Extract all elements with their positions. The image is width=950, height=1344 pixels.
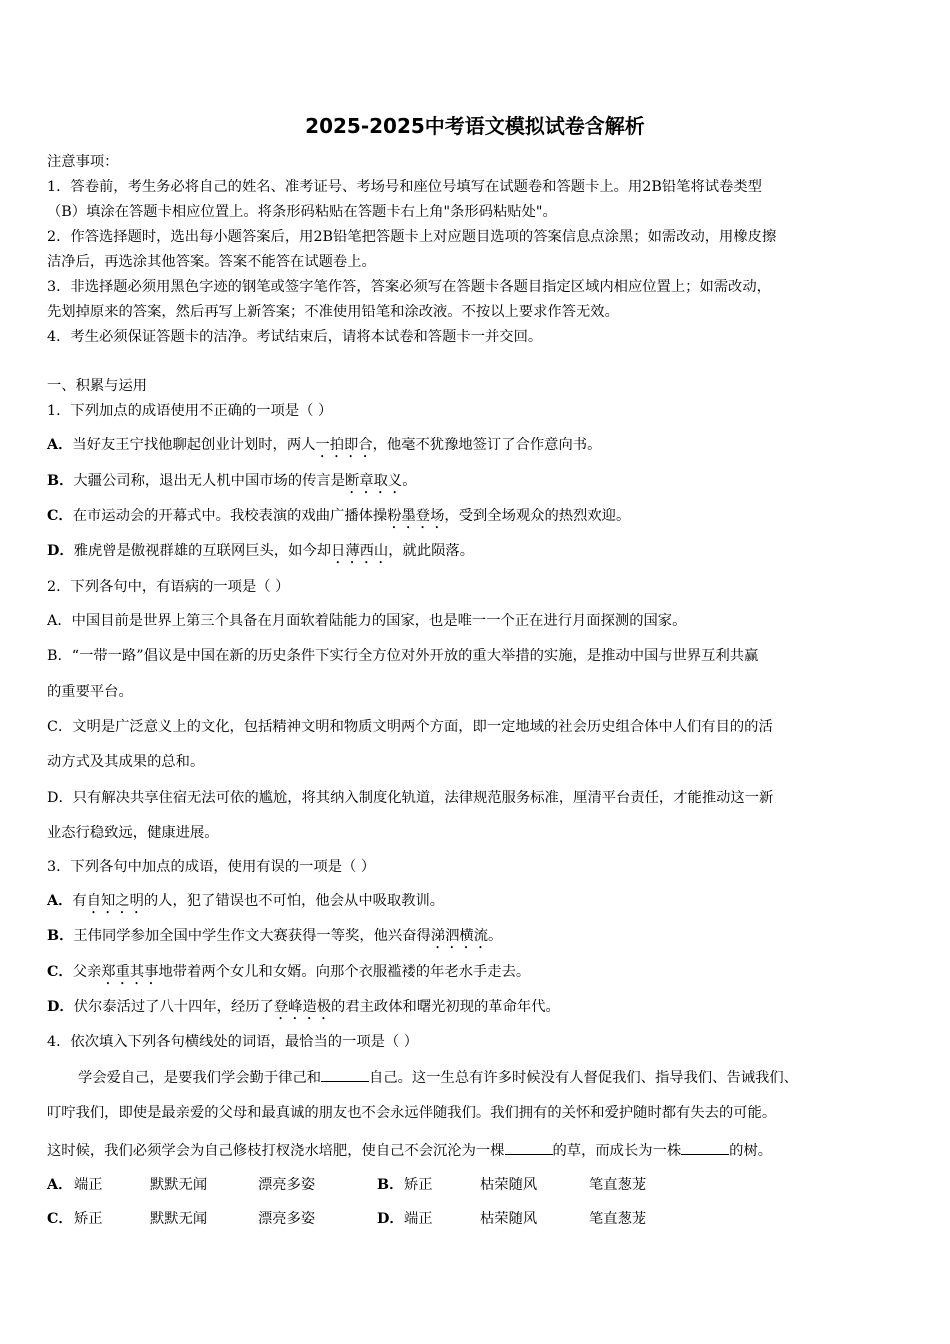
question-2-option-d: D．只有解决共享住宿无法可依的尴尬，将其纳入制度化轨道，法律规范服务标准，厘清平台责任，才能推动这一新 bbox=[47, 790, 774, 806]
notice-line: 1．答卷前，考生务必将自己的姓名、准考证号、考场号和座位号填写在试题卷和答题卡上。用2B铅笔将试卷类型 bbox=[47, 179, 762, 195]
option-label: D． bbox=[47, 543, 74, 559]
notice-heading: 注意事项： bbox=[47, 154, 119, 170]
question-2-stem: 2．下列各句中，有语病的一项是（ ） bbox=[47, 579, 290, 595]
option-word: 漂亮多姿 bbox=[258, 1177, 316, 1193]
notice-line: 先划掉原来的答案，然后再写上新答案；不准使用铅笔和涂改液。不按以上要求作答无效。 bbox=[47, 304, 619, 320]
dotted-idiom: 一拍即合 bbox=[315, 437, 373, 453]
option-text: 父亲 bbox=[72, 964, 102, 980]
option-label: A． bbox=[47, 1177, 73, 1193]
dotted-idiom: 涕泗横流 bbox=[430, 928, 488, 944]
passage-text: 自己。这一生总有许多时候没有人督促我们、指导我们、告诫我们、 bbox=[369, 1070, 798, 1086]
option-text: ，他毫不犹豫地签订了合作意向书。 bbox=[372, 437, 602, 453]
option-label: C． bbox=[47, 508, 73, 524]
option-word: 矫正 bbox=[404, 1177, 433, 1193]
option-text: 大疆公司称，退出无人机中国市场的传言是 bbox=[73, 473, 346, 489]
option-label: D． bbox=[377, 1211, 404, 1227]
question-1-option-d bbox=[47, 541, 474, 567]
section-heading: 一、积累与运用 bbox=[47, 378, 148, 394]
option-word: 笔直葱茏 bbox=[589, 1177, 647, 1193]
page-title: 2025-2025中考语文模拟试卷含解析 bbox=[305, 114, 645, 138]
notice-line: （B）填涂在答题卡相应位置上。将条形码粘贴在答题卡右上角"条形码粘贴处"。 bbox=[47, 204, 557, 220]
passage-text: 的树。 bbox=[729, 1143, 773, 1159]
question-1-option-a bbox=[47, 435, 601, 461]
option-word: 默默无闻 bbox=[150, 1211, 208, 1227]
question-2-option-b-cont: 的重要平台。 bbox=[47, 684, 133, 700]
question-4-passage-line: 叮咛我们，即使是最亲爱的父母和最真诚的朋友也不会永远伴随我们。我们拥有的关怀和爱护随时都有失去的可能。 bbox=[47, 1105, 777, 1121]
option-text: 有 bbox=[72, 893, 87, 909]
question-2-option-c-cont: 动方式及其成果的总和。 bbox=[47, 754, 205, 770]
option-text: ，就此陨落。 bbox=[388, 543, 475, 559]
option-label: B． bbox=[47, 473, 74, 489]
option-label: C． bbox=[47, 1211, 73, 1227]
option-label: A． bbox=[47, 893, 73, 909]
question-4-stem: 4．依次填入下列各句横线处的词语，最恰当的一项是（ ） bbox=[47, 1034, 419, 1050]
passage-text: 这时候，我们必须学会为自己修枝打杈浇水培肥，使自己不会沉沦为一棵 bbox=[47, 1143, 505, 1159]
question-2-option-d-cont: 业态行稳致远，健康进展。 bbox=[47, 825, 219, 841]
option-word: 笔直葱茏 bbox=[589, 1211, 647, 1227]
question-3-option-c bbox=[47, 962, 530, 988]
option-word: 漂亮多姿 bbox=[258, 1211, 316, 1227]
option-label: C． bbox=[47, 964, 73, 980]
option-word: 矫正 bbox=[74, 1211, 103, 1227]
option-word: 枯荣随风 bbox=[480, 1211, 538, 1227]
option-text: 的君主政体和曙光初现的革命年代。 bbox=[331, 999, 560, 1015]
question-3-option-a bbox=[47, 891, 444, 917]
passage-text: 学会爱自己，是要我们学会勤于律己和 bbox=[78, 1070, 322, 1086]
option-label: B． bbox=[377, 1177, 404, 1193]
option-word: 默默无闻 bbox=[150, 1177, 208, 1193]
option-text: 。 bbox=[488, 928, 503, 944]
passage-text: 的草，而成长为一株 bbox=[552, 1143, 682, 1159]
question-3-option-d bbox=[47, 997, 560, 1023]
option-text: 在市运动会的开幕式中。我校表演的戏曲广播体操 bbox=[72, 508, 388, 524]
dotted-idiom: 断章取义 bbox=[345, 473, 403, 489]
option-text: 的人，犯了错误也不可怕，他会从中吸取教训。 bbox=[143, 893, 445, 909]
option-word: 端正 bbox=[404, 1211, 433, 1227]
option-text: 雅虎曾是傲视群雄的互联网巨头，如今却 bbox=[73, 543, 332, 559]
question-4-passage-line bbox=[47, 1140, 772, 1161]
dotted-idiom: 郑重其事 bbox=[101, 964, 159, 980]
question-1-option-b bbox=[47, 471, 417, 497]
option-text: 地带着两个女儿和女婿。向那个衣服褴褛的年老水手走去。 bbox=[158, 964, 531, 980]
question-1-stem: 1．下列加点的成语使用不正确的一项是（ ） bbox=[47, 403, 333, 419]
question-1-option-c bbox=[47, 506, 630, 532]
question-2-option-c: C．文明是广泛意义上的文化，包括精神文明和物质文明两个方面，即一定地域的社会历史组合体中人们有目的的活 bbox=[47, 719, 773, 735]
question-3-stem: 3．下列各句中加点的成语，使用有误的一项是（ ） bbox=[47, 859, 376, 875]
notice-line: 洁净后，再选涂其他答案。答案不能答在试题卷上。 bbox=[47, 254, 376, 270]
option-label: D． bbox=[47, 999, 74, 1015]
fill-blank bbox=[681, 1140, 729, 1155]
question-2-option-a: A．中国目前是世界上第三个具备在月面软着陆能力的国家，也是唯一一个正在进行月面探测的国家。 bbox=[47, 613, 687, 629]
dotted-idiom: 日薄西山 bbox=[331, 543, 389, 559]
dotted-idiom: 登峰造极 bbox=[273, 999, 332, 1015]
fill-blank bbox=[505, 1140, 553, 1155]
option-label: A． bbox=[47, 437, 73, 453]
question-3-option-b bbox=[47, 926, 502, 952]
question-4-passage-line bbox=[78, 1067, 798, 1088]
option-text: 。 bbox=[402, 473, 417, 489]
option-text: 伏尔泰活过了八十四年，经历了 bbox=[73, 999, 274, 1015]
option-word: 端正 bbox=[74, 1177, 103, 1193]
option-text: 王伟同学参加全国中学生作文大赛获得一等奖，他兴奋得 bbox=[73, 928, 431, 944]
notice-line: 4．考生必须保证答题卡的洁净。考试结束后，请将本试卷和答题卡一并交回。 bbox=[47, 329, 543, 345]
option-text: ，受到全场观众的热烈欢迎。 bbox=[444, 508, 631, 524]
dotted-idiom: 自知之明 bbox=[86, 893, 144, 909]
fill-blank bbox=[321, 1067, 369, 1082]
option-label: B． bbox=[47, 928, 74, 944]
question-2-option-b: B．“一带一路”倡议是中国在新的历史条件下实行全方位对外开放的重大举措的实施，是推动中国与世界互利共赢 bbox=[47, 648, 759, 664]
dotted-idiom: 粉墨登场 bbox=[387, 508, 445, 524]
option-text: 当好友王宁找他聊起创业计划时，两人 bbox=[72, 437, 316, 453]
notice-line: 3．非选择题必须用黑色字迹的钢笔或签字笔作答，答案必须写在答题卡各题目指定区域内相应位置上；如需改动， bbox=[47, 279, 771, 295]
option-word: 枯荣随风 bbox=[480, 1177, 538, 1193]
notice-line: 2．作答选择题时，选出每小题答案后，用2B铅笔把答题卡上对应题目选项的答案信息点涂黑；如需改动，用橡皮擦 bbox=[47, 229, 777, 245]
